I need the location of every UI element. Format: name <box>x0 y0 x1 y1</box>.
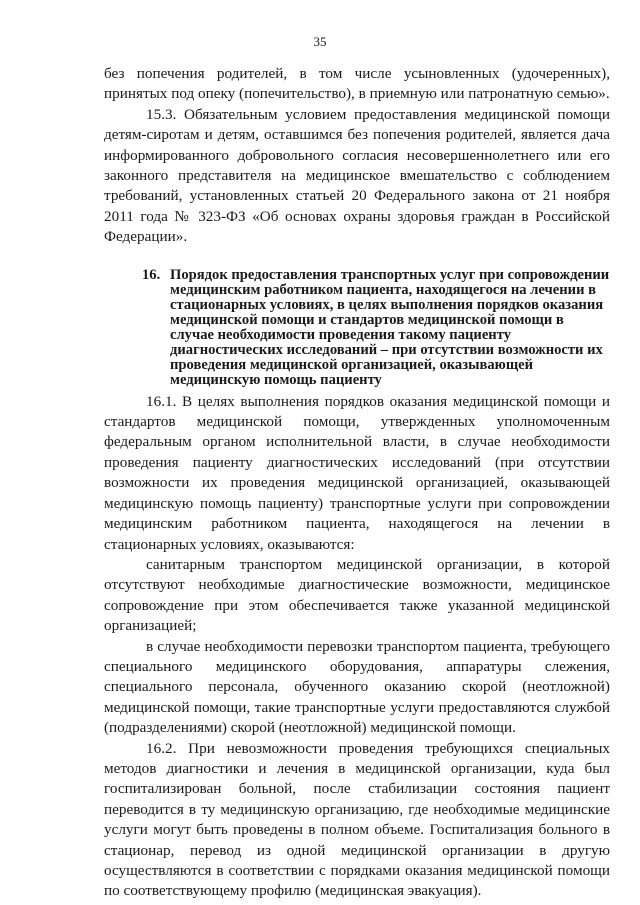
section-heading <box>104 268 610 388</box>
paragraph-sanitary-transport: санитарным транспортом медицинской организации, в которой отсутствуют необходимые диагностические возможности, медицинское сопровождение при этом обеспечивается также указанной медицинской организацией; <box>104 555 610 635</box>
section-number: 16. <box>142 266 161 283</box>
paragraph-15-3: 15.3. Обязательным условием предоставления медицинской помощи детям-сиротам и детям, оставшимся без попечения родителей, является дача информированного добровольного согласия несовершеннолетнего или его законного представителя на медицинское вмешательство с соблюдением требований, установленных статьей 20 Федерального закона от 21 ноября 2011 года № 323-ФЗ «Об основах охраны здоровья граждан в Российской Федерации». <box>104 105 610 246</box>
document-body <box>104 64 610 902</box>
section-title: Порядок предоставления транспортных услуг при сопровождении медицинским работником пациента, находящегося на лечении в стационарных условиях, в целях выполнения порядков оказания медицинской помощи и стандартов медицинской помощи в случае необходимости проведения такому пациенту диагностических исследований – при отсутствии возможности их проведения медицинской организацией, оказывающей медицинскую помощь пациенту <box>170 266 610 388</box>
paragraph-16-1: 16.1. В целях выполнения порядков оказания медицинской помощи и стандартов медицинской помощи, утвержденных уполномоченным федеральным органом исполнительной власти, в случае необходимости проведения пациенту диагностических исследований (при отсутствии возможности их проведения медицинской организацией, оказывающей медицинскую помощь пациенту) транспортные услуги при сопровождении медицинским работником пациента, находящегося на лечении в стационарных условиях, оказываются: <box>104 392 610 553</box>
paragraph-16-2: 16.2. При невозможности проведения требующихся специальных методов диагностики и лечения в медицинской организации, куда был госпитализирован больной, после стабилизации состояния пациент переводится в ту медицинскую организацию, где необходимые медицинские услуги могут быть проведены в полном объеме. Госпитализация больного в стационар, перевод из одной медицинской организации в другую осуществляются в соответствии с порядками оказания медицинской помощи по соответствующему профилю (медицинская эвакуация). <box>104 739 610 900</box>
page-number: 35 <box>313 34 327 49</box>
paragraph-emergency-service: в случае необходимости перевозки транспортом пациента, требующего специального медицинского оборудования, аппаратуры слежения, специального персонала, обученного оказанию скорой (неотложной) медицинской помощи, такие транспортные услуги предоставляются службой (подразделениями) скорой (неотложной) медицинской помощи. <box>104 637 610 737</box>
paragraph: без попечения родителей, в том числе усыновленных (удочеренных), принятых под опеку (попечительство), в приемную или патронатную семью». <box>104 65 610 103</box>
